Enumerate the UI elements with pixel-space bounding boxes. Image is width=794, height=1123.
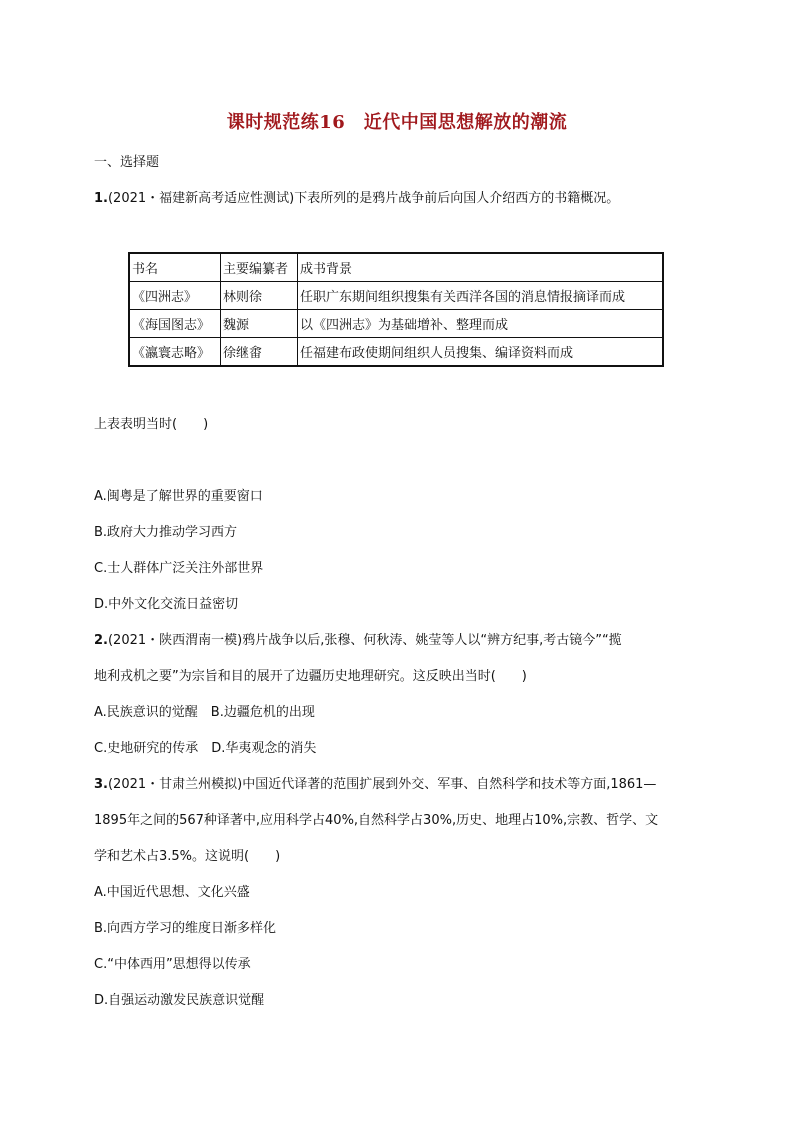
- table-cell: 《海国图志》: [129, 310, 221, 338]
- question-1-stem: [94, 190, 619, 208]
- table-cell: 林则徐: [221, 282, 298, 310]
- question-1-prompt: 上表表明当时( ): [94, 417, 209, 432]
- question-3-text: (2021・甘肃兰州模拟)中国近代译著的范围扩展到外交、军事、自然科学和技术等方面,1861—: [107, 777, 657, 792]
- question-3-option-d: D.自强运动激发民族意识觉醒: [94, 993, 265, 1008]
- table-header-cell: 主要编纂者: [221, 253, 298, 282]
- question-1-number: 1.: [94, 191, 108, 206]
- question-3-option-c: C.“中体西用”思想得以传承: [94, 957, 251, 972]
- question-2-stem-line-2: 地利戎机之要”为宗旨和目的展开了边疆历史地理研究。这反映出当时( ): [94, 669, 527, 684]
- table-row: [129, 282, 663, 310]
- question-3-stem-line-1: [94, 776, 656, 794]
- question-1-option-a: A.闽粤是了解世界的重要窗口: [94, 489, 263, 504]
- question-1-text: (2021・福建新高考适应性测试)下表所列的是鸦片战争前后向国人介绍西方的书籍概况。: [107, 191, 620, 206]
- table-cell: 以《四洲志》为基础增补、整理而成: [298, 310, 664, 338]
- question-3-stem-line-2: 1895年之间的567种译著中,应用科学占40%,自然科学占30%,历史、地理占10%,宗教、哲学、文: [94, 813, 659, 828]
- books-table: [128, 252, 664, 367]
- table-header-cell: 书名: [129, 253, 221, 282]
- question-2-text: (2021・陕西渭南一模)鸦片战争以后,张穆、何秋涛、姚莹等人以“辨方纪事,考古镜今”“揽: [107, 633, 622, 648]
- table-cell: 《四洲志》: [129, 282, 221, 310]
- table-cell: 徐继畬: [221, 338, 298, 367]
- table-row: [129, 338, 663, 367]
- question-3-option-b: B.向西方学习的维度日渐多样化: [94, 921, 277, 936]
- table-cell: 任职广东期间组织搜集有关西洋各国的消息情报摘译而成: [298, 282, 664, 310]
- question-1-option-d: D.中外文化交流日益密切: [94, 597, 239, 612]
- table-cell: 《瀛寰志略》: [129, 338, 221, 367]
- page-title: 课时规范练16 近代中国思想解放的潮流: [226, 112, 568, 133]
- question-2-options-row-1: A.民族意识的觉醒 B.边疆危机的出现: [94, 705, 315, 720]
- question-2-options-row-2: C.史地研究的传承 D.华夷观念的消失: [94, 741, 317, 756]
- section-heading: 一、选择题: [94, 155, 160, 170]
- question-2-number: 2.: [94, 633, 108, 648]
- question-3-option-a: A.中国近代思想、文化兴盛: [94, 885, 250, 900]
- question-1-option-b: B.政府大力推动学习西方: [94, 525, 238, 540]
- table-row: [129, 310, 663, 338]
- question-2-stem-line-1: [94, 632, 622, 650]
- table-cell: 魏源: [221, 310, 298, 338]
- table-header-cell: 成书背景: [298, 253, 664, 282]
- question-3-stem-line-3: 学和艺术占3.5%。这说明( ): [94, 849, 281, 864]
- question-1-option-c: C.士人群体广泛关注外部世界: [94, 561, 264, 576]
- question-3-number: 3.: [94, 777, 108, 792]
- table-cell: 任福建布政使期间组织人员搜集、编译资料而成: [298, 338, 664, 367]
- table-header-row: [129, 253, 663, 282]
